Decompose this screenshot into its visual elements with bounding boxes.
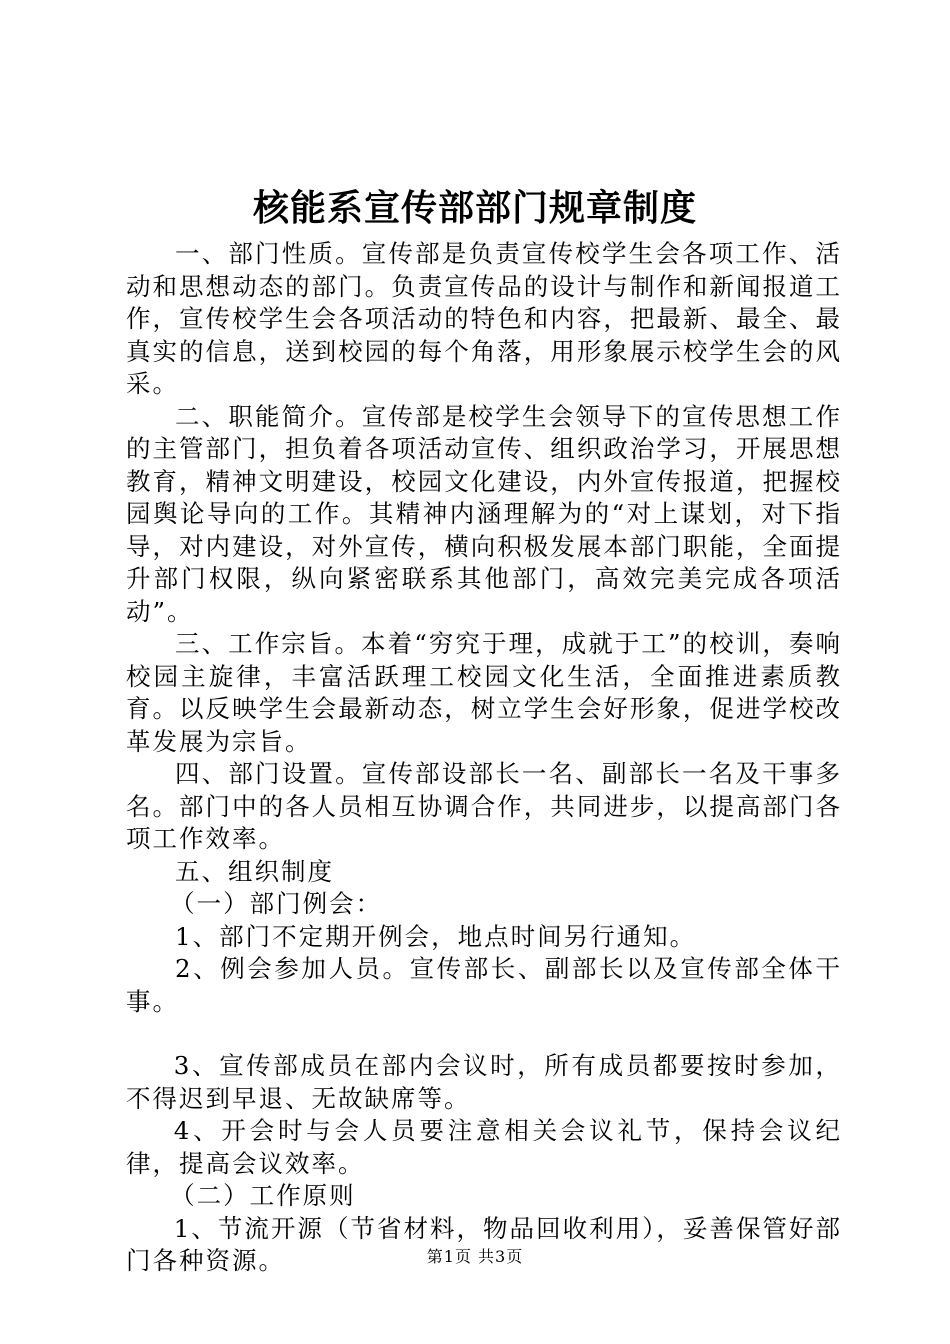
paragraph-work-purpose: 三、工作宗旨。本着“穷究于理，成就于工”的校训，奏响校园主旋律，丰富活跃理工校园文化生活，全面推进素质教育。以反映学生会最新动态，树立学生会好形象，促进学校改革发展为宗旨。 [126, 629, 842, 756]
paragraph-meeting-rule-3: 3、宣传部成员在部内会议时，所有成员都要按时参加，不得迟到早退、无故缺席等。 [126, 1051, 842, 1113]
document-body [126, 238, 842, 1278]
paragraph-meeting-rule-1: 1、部门不定期开例会，地点时间另行通知。 [175, 921, 697, 951]
paragraph-regular-meeting-heading: （一）部门例会： [170, 889, 383, 918]
paragraph-work-principles-heading: （二）工作原则 [170, 1181, 356, 1210]
paragraph-work-principle-1: 1、节流开源（节省材料，物品回收利用），妥善保管好部门各种资源。 [126, 1213, 842, 1275]
paragraph-department-nature: 一、部门性质。宣传部是负责宣传校学生会各项工作、活动和思想动态的部门。负责宣传品的设计与制作和新闻报道工作，宣传校学生会各项活动的特色和内容，把最新、最全、最真实的信息，送到校园的每个角落，用形象展示校学生会的风采。 [126, 239, 842, 398]
paragraph-organization-system: 五、组织制度 [175, 856, 334, 886]
page-footer: 第1页 共3页 [426, 1247, 524, 1266]
paragraph-meeting-rule-2: 2、例会参加人员。宣传部长、副部长以及宣传部全体干事。 [126, 954, 842, 1016]
paragraph-department-setup: 四、部门设置。宣传部设部长一名、副部长一名及干事多名。部门中的各人员相互协调合作，共同进步，以提高部门各项工作效率。 [126, 759, 842, 853]
paragraph-meeting-rule-4: 4、开会时与会人员要注意相关会议礼节，保持会议纪律，提高会议效率。 [126, 1116, 842, 1178]
document-title: 核能系宣传部部门规章制度 [252, 187, 697, 229]
paragraph-function-intro: 二、职能简介。宣传部是校学生会领导下的宣传思想工作的主管部门，担负着各项活动宣传、组织政治学习，开展思想教育，精神文明建设，校园文化建设，内外宣传报道，把握校园舆论导向的工作。其精神内涵理解为的“对上谋划，对下指导，对内建设，对外宣传，横向积极发展本部门职能，全面提升部门权限，纵向紧密联系其他部门，高效完美完成各项活动”。 [126, 401, 842, 626]
